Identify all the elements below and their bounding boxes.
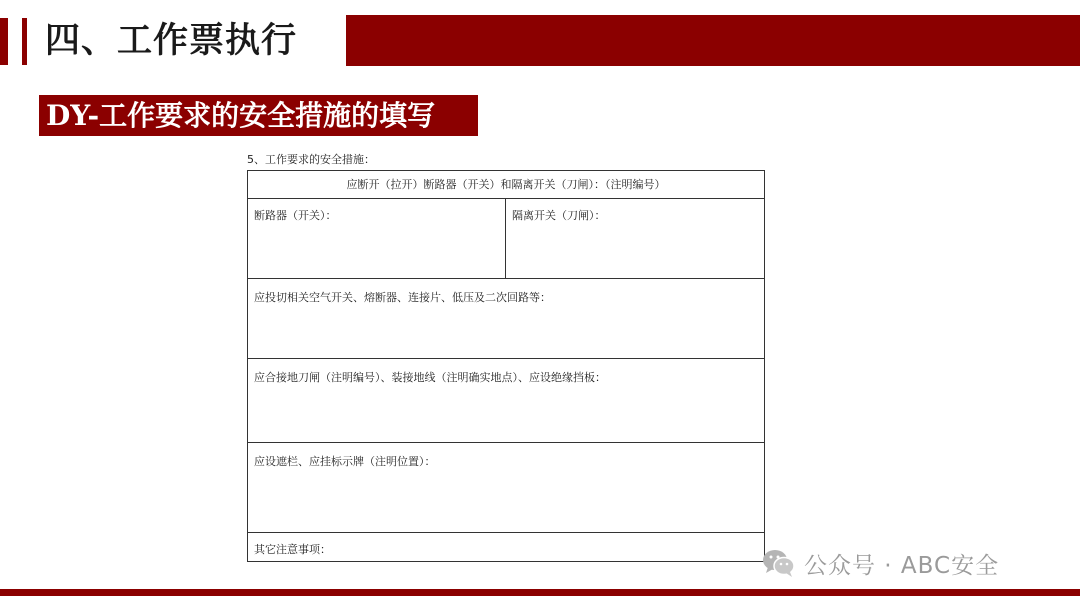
grounding-row: 应合接地刀闸（注明编号）、装接地线（注明确实地点）、应设绝缘挡板： bbox=[248, 359, 764, 443]
form-section-label: 5、工作要求的安全措施： bbox=[247, 153, 375, 166]
barrier-sign-row: 应设遮栏、应挂标示牌（注明位置）： bbox=[248, 443, 764, 533]
form-split-row bbox=[248, 199, 764, 279]
breaker-cell: 断路器（开关）： bbox=[248, 199, 506, 278]
section-subtitle: DY-工作要求的安全措施的填写 bbox=[39, 95, 478, 136]
header-red-bar bbox=[346, 15, 1080, 66]
other-notes-row: 其它注意事项： bbox=[254, 543, 331, 556]
page-title: 四、工作票执行 bbox=[45, 21, 298, 61]
form-head-row: 应断开（拉开）断路器（开关）和隔离开关（刀闸）：（注明编号） bbox=[248, 171, 764, 199]
wechat-icon bbox=[762, 548, 796, 578]
isolator-cell: 隔离开关（刀闸）： bbox=[512, 209, 606, 222]
header-left-bar-2 bbox=[22, 18, 27, 65]
footer-red-bar bbox=[0, 589, 1080, 596]
safety-measures-form bbox=[247, 170, 765, 562]
watermark-text: 公众号 · ABC安全 bbox=[804, 552, 1000, 579]
switch-fuse-row: 应投切相关空气开关、熔断器、连接片、低压及二次回路等： bbox=[248, 279, 764, 359]
watermark bbox=[762, 546, 999, 580]
header-left-bar bbox=[0, 18, 8, 65]
